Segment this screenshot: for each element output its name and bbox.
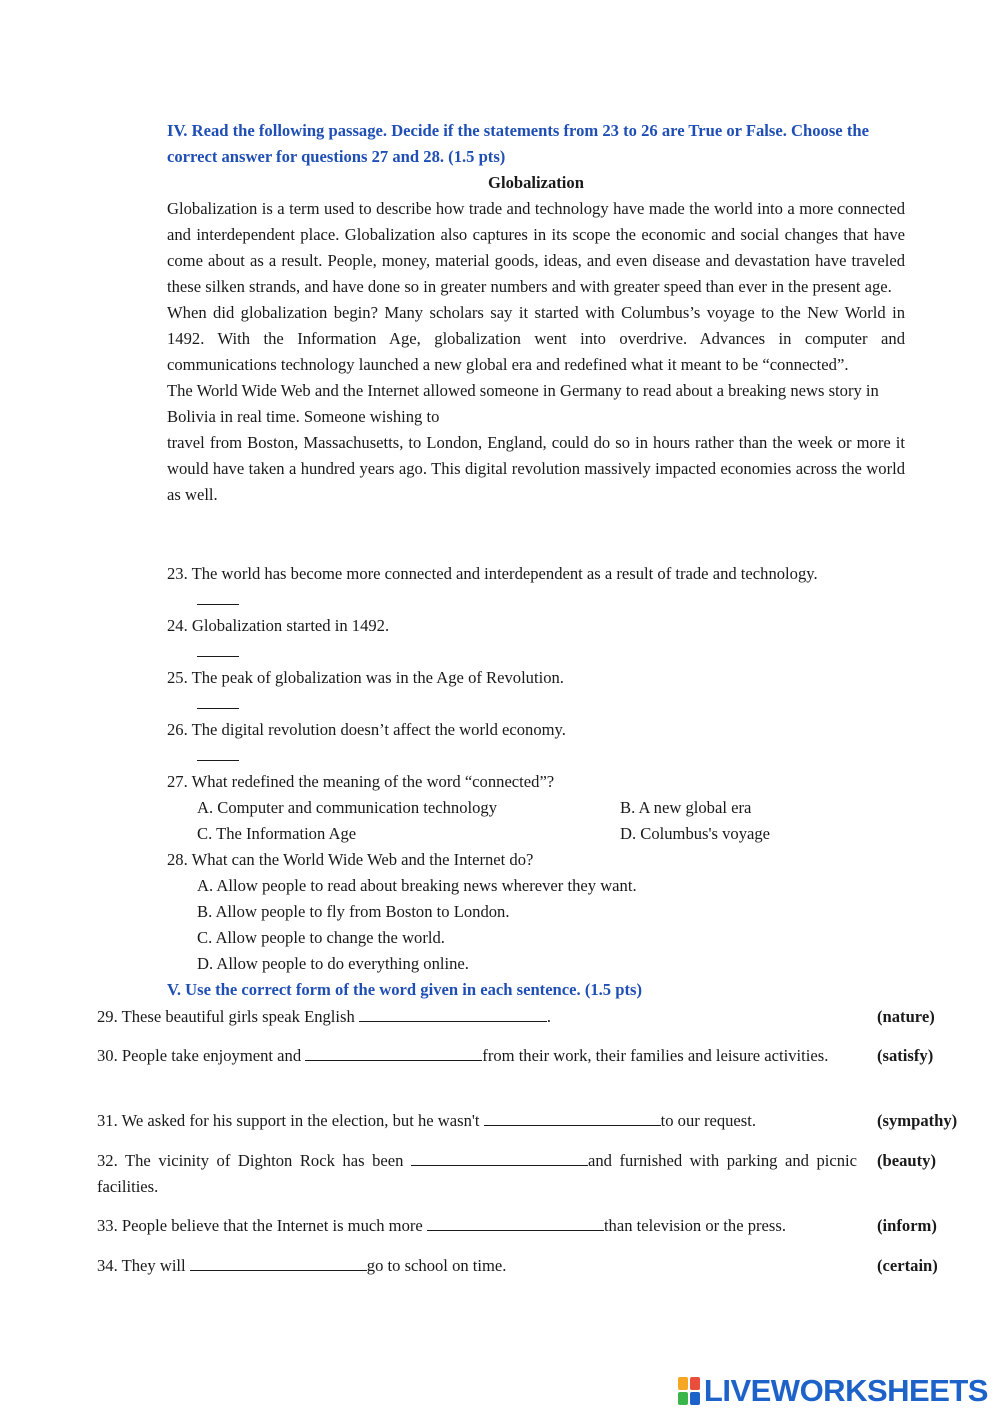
answer-blank-30[interactable] bbox=[305, 1045, 482, 1061]
question-29-text-after: . bbox=[546, 1007, 552, 1026]
word-hint-31: (sympathy) bbox=[877, 1111, 958, 1130]
liveworksheets-logo[interactable] bbox=[678, 1374, 988, 1408]
question-24-text: 24. Globalization started in 1492. bbox=[167, 616, 390, 635]
answer-blank-29[interactable] bbox=[359, 1006, 547, 1022]
question-27-option-c[interactable]: C. The Information Age bbox=[197, 824, 357, 843]
answer-blank-32[interactable] bbox=[411, 1150, 588, 1166]
question-27-option-d[interactable]: D. Columbus's voyage bbox=[620, 824, 771, 843]
question-30-text-before: 30. People take enjoyment and bbox=[97, 1046, 306, 1065]
passage-paragraph-3a: The World Wide Web and the Internet allowed someone in Germany to read about a breaking news story in Bolivia in real time. Someone wishing to bbox=[167, 381, 879, 426]
passage bbox=[167, 196, 905, 508]
section-4-heading: IV. Read the following passage. Decide if the statements from 23 to 26 are True or False. Choose the correct answer for questions 27 and 28. (1.5 pts) bbox=[167, 121, 869, 166]
passage-paragraph-2: When did globalization begin? Many scholars say it started with Columbus’s voyage to the New World in 1492. With the Information Age, globalization went into overdrive. Advances in computer and communications technology launched a new global era and redefined what it meant to be “connected”. bbox=[167, 303, 905, 374]
question-31-text-after: to our request. bbox=[660, 1111, 757, 1130]
question-23 bbox=[167, 561, 905, 613]
question-32 bbox=[97, 1148, 857, 1200]
question-30 bbox=[97, 1043, 857, 1069]
question-32-text-before: 32. The vicinity of Dighton Rock has been bbox=[97, 1151, 411, 1170]
question-25 bbox=[167, 665, 905, 717]
answer-blank-34[interactable] bbox=[190, 1255, 367, 1271]
question-34 bbox=[97, 1253, 857, 1279]
answer-blank-25[interactable] bbox=[197, 694, 239, 709]
logo-square bbox=[690, 1377, 700, 1390]
question-24 bbox=[167, 613, 905, 665]
question-29 bbox=[97, 1004, 857, 1030]
answer-blank-26[interactable] bbox=[197, 746, 239, 761]
question-28-text: 28. What can the World Wide Web and the Internet do? bbox=[167, 850, 534, 869]
question-29-text-before: 29. These beautiful girls speak English bbox=[97, 1007, 359, 1026]
liveworksheets-logo-icon bbox=[678, 1377, 700, 1405]
answer-blank-31[interactable] bbox=[484, 1110, 661, 1126]
question-28-option-a[interactable]: A. Allow people to read about breaking news wherever they want. bbox=[197, 876, 637, 895]
question-30-text-after: from their work, their families and leisure activities. bbox=[482, 1046, 829, 1065]
question-26 bbox=[167, 717, 905, 769]
word-hint-34: (certain) bbox=[877, 1256, 938, 1275]
question-34-text-after: go to school on time. bbox=[366, 1256, 507, 1275]
question-23-text: 23. The world has become more connected and interdependent as a result of trade and technology. bbox=[167, 564, 818, 583]
answer-blank-23[interactable] bbox=[197, 590, 239, 605]
answer-blank-33[interactable] bbox=[427, 1215, 604, 1231]
logo-square bbox=[690, 1392, 700, 1405]
question-25-text: 25. The peak of globalization was in the Age of Revolution. bbox=[167, 668, 564, 687]
question-33-text-after: than television or the press. bbox=[603, 1216, 786, 1235]
word-hint-29: (nature) bbox=[877, 1007, 935, 1026]
answer-blank-24[interactable] bbox=[197, 642, 239, 657]
question-28-option-d[interactable]: D. Allow people to do everything online. bbox=[197, 954, 469, 973]
question-28-option-b[interactable]: B. Allow people to fly from Boston to London. bbox=[197, 902, 510, 921]
question-33-text-before: 33. People believe that the Internet is much more bbox=[97, 1216, 427, 1235]
question-26-text: 26. The digital revolution doesn’t affect the world economy. bbox=[167, 720, 566, 739]
question-31 bbox=[97, 1108, 857, 1134]
section-5-heading: V. Use the correct form of the word given in each sentence. (1.5 pts) bbox=[167, 980, 642, 999]
question-32-text-after: and furnished with parking and picnic facilities. bbox=[97, 1151, 858, 1196]
question-27-option-a[interactable]: A. Computer and communication technology bbox=[197, 798, 498, 817]
question-27-option-b[interactable]: B. A new global era bbox=[620, 798, 752, 817]
logo-square bbox=[678, 1392, 688, 1405]
question-31-text-before: 31. We asked for his support in the election, but he wasn't bbox=[97, 1111, 484, 1130]
passage-paragraph-3b: travel from Boston, Massachusetts, to London, England, could do so in hours rather than the week or more it would have taken a hundred years ago. This digital revolution massively impacted economies across the world as well. bbox=[167, 433, 905, 504]
liveworksheets-logo-text: LIVEWORKSHEETS bbox=[703, 1373, 988, 1408]
question-27-text: 27. What redefined the meaning of the word “connected”? bbox=[167, 772, 555, 791]
passage-title: Globalization bbox=[488, 173, 584, 192]
logo-square bbox=[678, 1377, 688, 1390]
passage-paragraph-1: Globalization is a term used to describe how trade and technology have made the world into a more connected and interdependent place. Globalization also captures in its scope the economic and social changes that have come about as a result. People, money, material goods, ideas, and even disease and devastation have traveled these silken strands, and have done so in greater numbers and with greater speed than ever in the present age. bbox=[167, 199, 905, 296]
word-hint-33: (inform) bbox=[877, 1216, 937, 1235]
question-34-text-before: 34. They will bbox=[97, 1256, 190, 1275]
word-hint-32: (beauty) bbox=[877, 1151, 936, 1170]
question-33 bbox=[97, 1213, 857, 1239]
question-28-option-c[interactable]: C. Allow people to change the world. bbox=[197, 928, 445, 947]
word-hint-30: (satisfy) bbox=[877, 1046, 934, 1065]
